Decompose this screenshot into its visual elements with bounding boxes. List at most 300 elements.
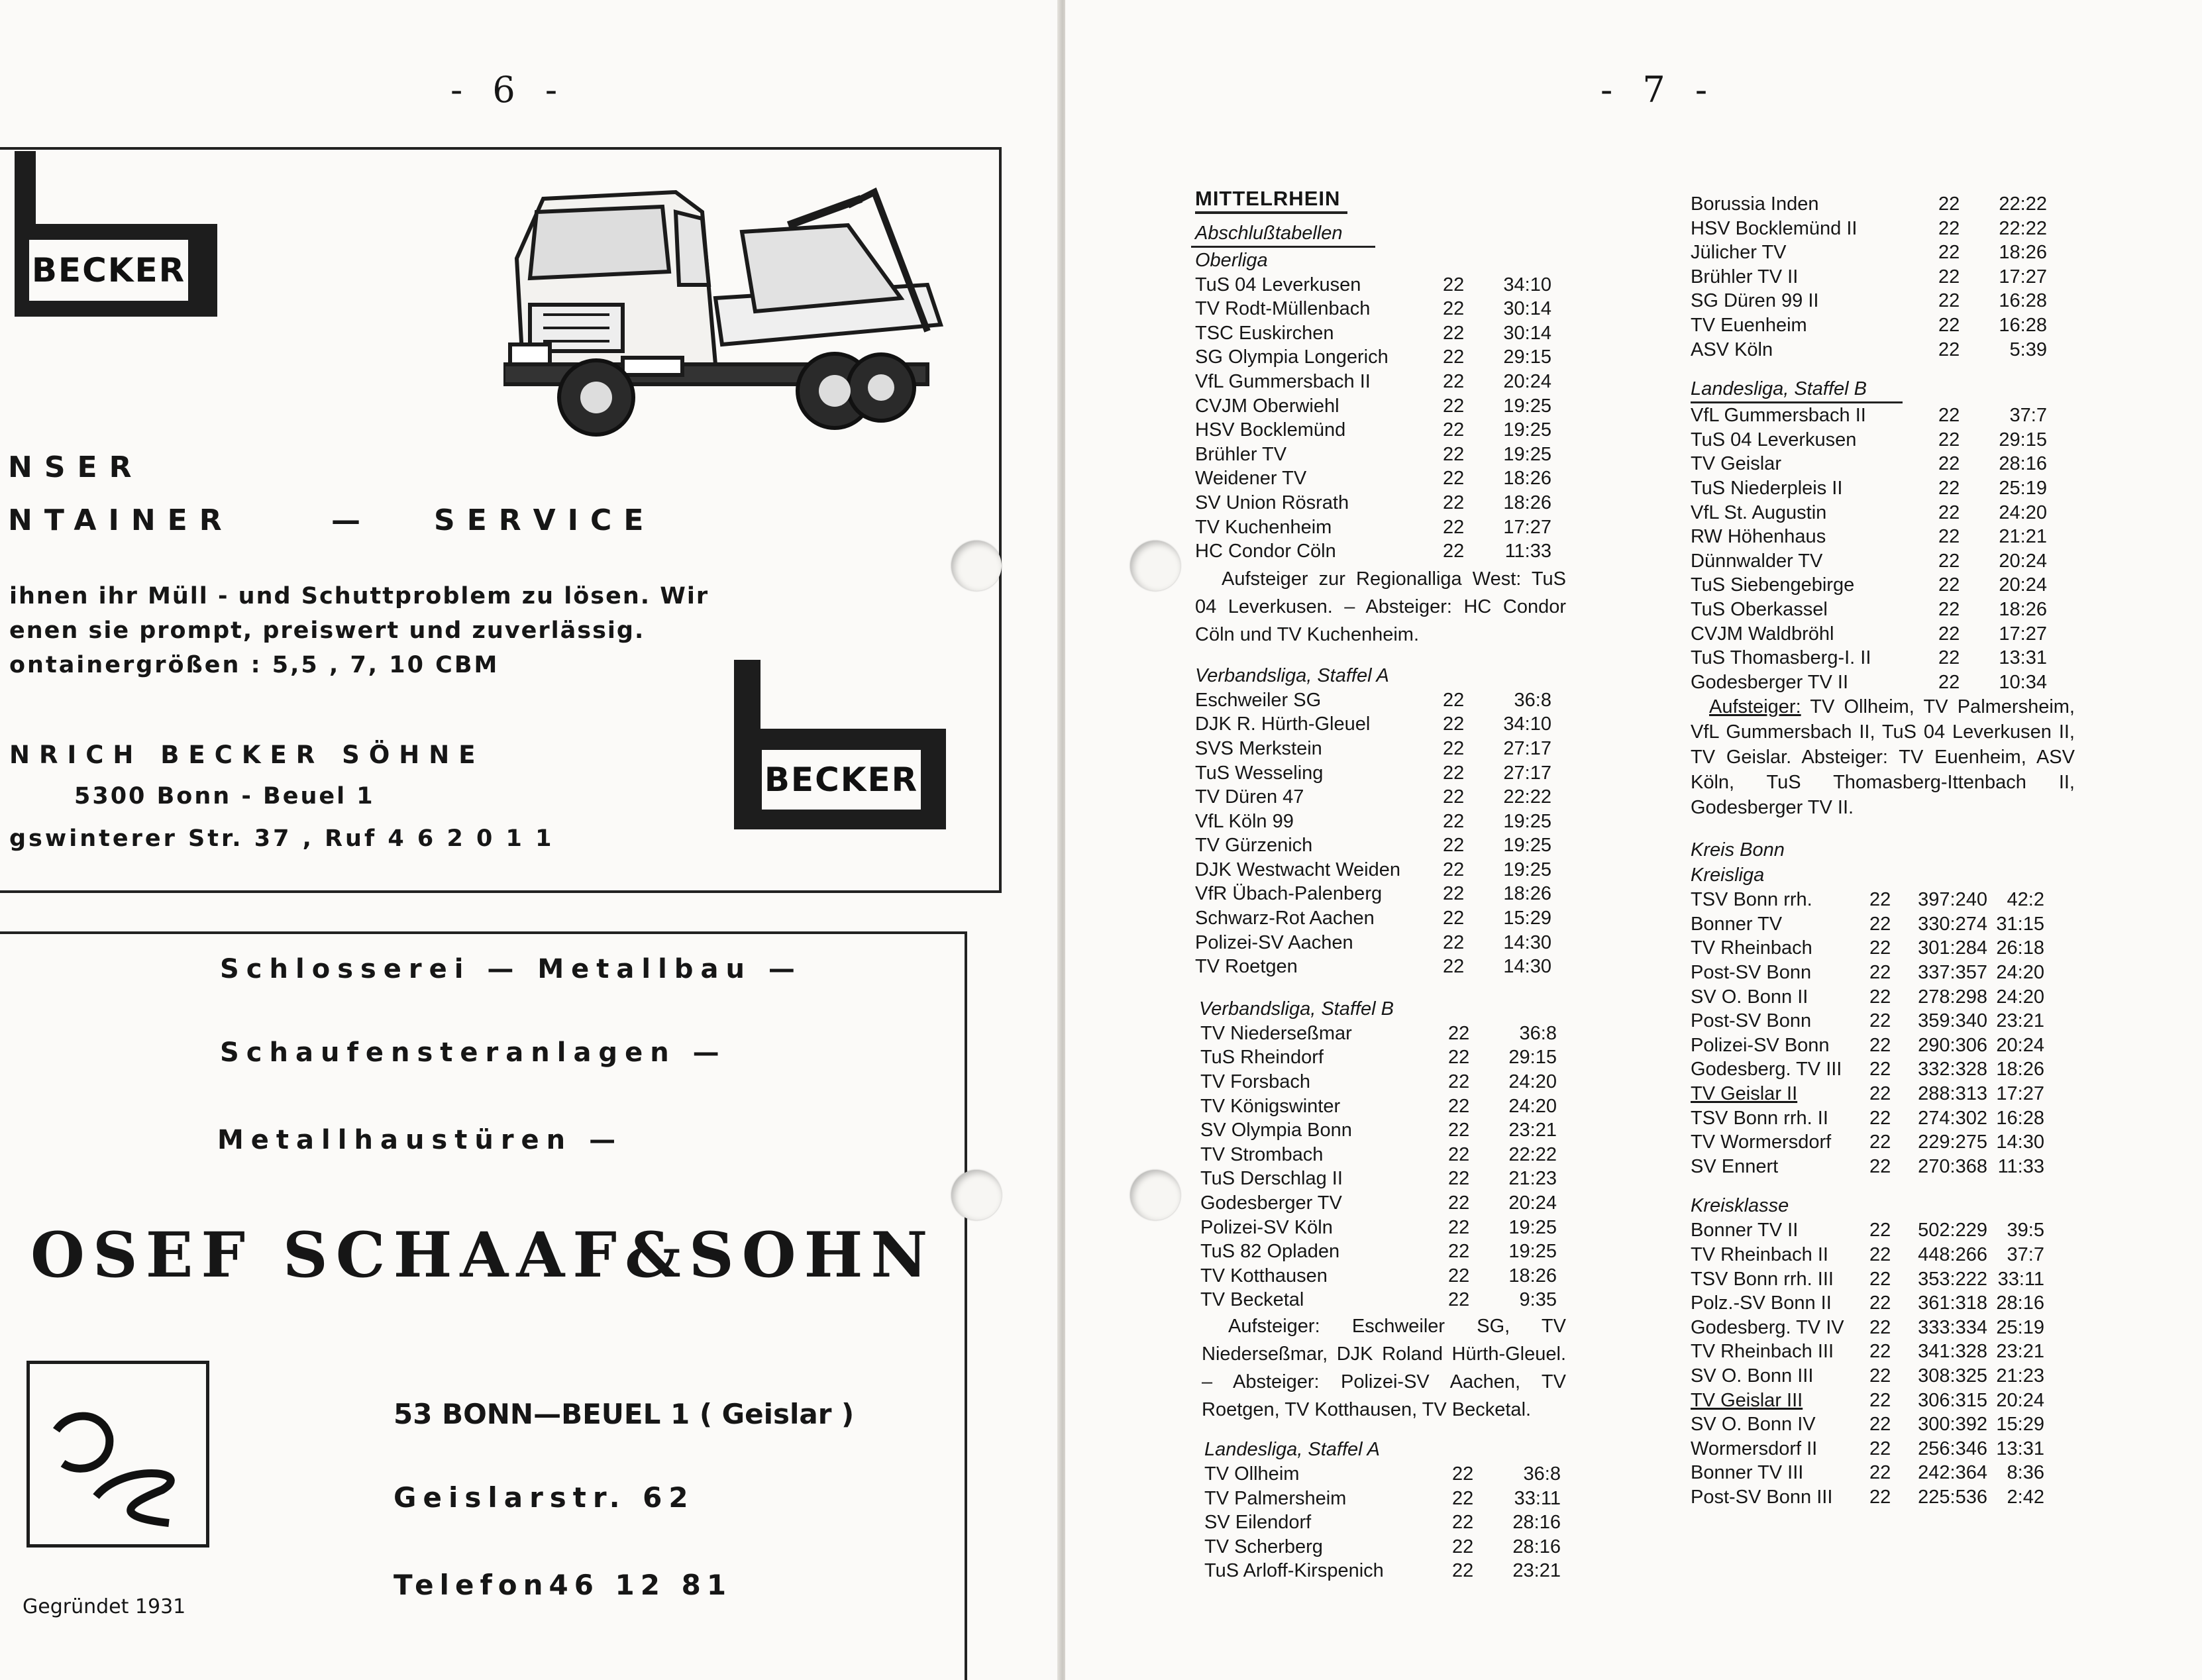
cell-g: 22 (1869, 1365, 1891, 1387)
cell-team: TSV Bonn rrh. (1691, 889, 1812, 911)
punch-hole (951, 541, 1002, 591)
schaaf-line1: Schlosserei — Metallbau — (220, 954, 802, 984)
cell-team: TV Ollheim (1204, 1463, 1300, 1485)
cell-score: 24:20 (1508, 1095, 1557, 1117)
cell-pts: 37:7 (2007, 1244, 2044, 1265)
table-row (1691, 1082, 2075, 1106)
table-row (1195, 394, 1566, 419)
cell-score: 29:15 (1508, 1047, 1557, 1069)
cell-g: 22 (1869, 1010, 1891, 1032)
cell-g: 22 (1443, 298, 1465, 320)
cell-team: TV Düren 47 (1195, 786, 1304, 808)
cell-g: 22 (1443, 322, 1465, 344)
table-row (1691, 1155, 2075, 1179)
cell-score: 5:39 (2009, 339, 2047, 360)
cell-g: 22 (1448, 1095, 1470, 1117)
cell-pts: 20:24 (1996, 1034, 2044, 1056)
becker-text1: ihnen ihr Müll - und Schuttproblem zu lösen. Wir (9, 583, 709, 609)
table-row (1204, 1462, 1566, 1487)
cell-g: 22 (1443, 370, 1465, 392)
table-row (1200, 1239, 1566, 1264)
table-row (1691, 338, 2075, 362)
table-row (1691, 912, 2075, 937)
cell-score: 24:20 (1999, 501, 2047, 523)
cell-team: TV Forsbach (1200, 1071, 1310, 1093)
cell-team: Schwarz-Rot Aachen (1195, 908, 1375, 929)
landesliga-a-table (1204, 1462, 1566, 1583)
cell-score: 20:24 (1503, 370, 1551, 392)
cell-g: 22 (1938, 314, 1960, 336)
table-row (1195, 712, 1566, 737)
table-row (1204, 1510, 1566, 1535)
cell-pts: 23:21 (1996, 1341, 2044, 1363)
cell-team: TuS Siebengebirge (1691, 574, 1855, 596)
table-row (1691, 573, 2075, 598)
table-row (1691, 240, 2075, 265)
cell-team: SV O. Bonn IV (1691, 1414, 1816, 1436)
cell-score: 17:27 (1999, 623, 2047, 645)
cell-g: 22 (1443, 931, 1465, 953)
cell-team: TuS Rheindorf (1200, 1047, 1324, 1069)
cell-goals: 353:222 (1918, 1268, 1987, 1290)
table-row (1195, 906, 1566, 931)
cell-g: 22 (1443, 908, 1465, 929)
cell-goals: 270:368 (1918, 1155, 1987, 1177)
cell-goals: 242:364 (1918, 1462, 1987, 1484)
cell-score: 34:10 (1503, 713, 1551, 735)
verbandsliga-a-table (1195, 688, 1566, 979)
cell-team: ASV Köln (1691, 339, 1773, 360)
cell-goals: 341:328 (1918, 1341, 1987, 1363)
cell-team: SV Union Rösrath (1195, 492, 1349, 513)
cell-g: 22 (1869, 1107, 1891, 1129)
cell-team: TuS Oberkassel (1691, 598, 1828, 620)
cell-g: 22 (1869, 1131, 1891, 1153)
cell-team: TV Rheinbach II (1691, 1244, 1828, 1265)
cell-pts: 17:27 (1996, 1083, 2044, 1105)
cell-score: 29:15 (1999, 429, 2047, 450)
cell-score: 17:27 (1503, 516, 1551, 538)
verbandsliga-b-table (1200, 1022, 1566, 1312)
table-row (1200, 1288, 1566, 1312)
verbandsliga-a-header: Verbandsliga, Staffel A (1195, 664, 1389, 686)
table-row (1691, 1243, 2075, 1267)
mittelrhein-title: MITTELRHEIN (1195, 187, 1347, 214)
schaaf-monogram-box (26, 1361, 209, 1548)
cell-goals: 301:284 (1918, 937, 1987, 959)
cell-team: RW Höhenhaus (1691, 526, 1826, 548)
cell-pts: 25:19 (1996, 1316, 2044, 1338)
table-row (1195, 345, 1566, 370)
table-row (1691, 936, 2075, 961)
cell-score: 27:17 (1503, 762, 1551, 784)
cell-g: 22 (1938, 405, 1960, 427)
cell-team: SV Ennert (1691, 1155, 1779, 1177)
cell-g: 22 (1938, 453, 1960, 475)
table-row (1691, 1389, 2075, 1413)
punch-hole (1130, 1170, 1180, 1220)
cell-team: Godesberger TV (1200, 1192, 1342, 1214)
schaaf-founded: Gegründet 1931 (23, 1595, 186, 1618)
cell-g: 22 (1443, 713, 1465, 735)
cell-score: 37:7 (2009, 405, 2047, 427)
kreisliga-table (1691, 888, 2075, 1179)
cell-team: Borussia Inden (1691, 193, 1819, 215)
cell-team: Brühler TV II (1691, 266, 1799, 288)
cell-g: 22 (1869, 1244, 1891, 1265)
table-row (1195, 443, 1566, 467)
cell-team: TV Geislar II (1691, 1083, 1798, 1105)
cell-team: Jülicher TV (1691, 242, 1787, 264)
becker-line1: NSER (8, 450, 144, 484)
cell-team: Godesberger TV II (1691, 671, 1849, 693)
cell-g: 22 (1452, 1463, 1474, 1485)
table-row (1691, 622, 2075, 647)
table-row (1195, 515, 1566, 540)
cell-g: 22 (1448, 1265, 1470, 1286)
cell-goals: 330:274 (1918, 913, 1987, 935)
cell-goals: 274:302 (1918, 1107, 1987, 1129)
cell-g: 22 (1938, 501, 1960, 523)
cell-team: VfL Gummersbach II (1195, 370, 1371, 392)
cell-g: 22 (1869, 937, 1891, 959)
cell-g: 22 (1452, 1487, 1474, 1509)
cell-team: TV Niederseßmar (1200, 1022, 1352, 1044)
cell-goals: 229:275 (1918, 1131, 1987, 1153)
cell-pts: 39:5 (2007, 1220, 2044, 1241)
table-row (1691, 217, 2075, 241)
cell-team: TV Rheinbach (1691, 937, 1812, 959)
cell-team: TV Roetgen (1195, 956, 1298, 978)
cell-team: SV O. Bonn II (1691, 986, 1809, 1008)
table-row (1691, 1218, 2075, 1243)
page-number-left: - 6 - (450, 69, 567, 111)
cell-g: 22 (1938, 290, 1960, 312)
schaaf-company: OSEF SCHAAF&SOHN (30, 1219, 936, 1292)
table-row (1195, 882, 1566, 906)
cell-score: 16:28 (1999, 290, 2047, 312)
table-row (1195, 297, 1566, 321)
cell-pts: 13:31 (1996, 1438, 2044, 1459)
table-row (1195, 688, 1566, 713)
cell-g: 22 (1443, 395, 1465, 417)
schaaf-line3: Metallhaustüren — (217, 1125, 623, 1155)
cell-pts: 15:29 (1996, 1414, 2044, 1436)
cell-score: 28:16 (1512, 1512, 1561, 1534)
table-row (1691, 289, 2075, 313)
cell-team: SG Olympia Longerich (1195, 346, 1389, 368)
cell-score: 27:17 (1503, 737, 1551, 759)
cell-team: HSV Bocklemünd II (1691, 217, 1858, 239)
table-row (1200, 1191, 1566, 1216)
landesliga-b-note-label: Aufsteiger: (1709, 696, 1801, 718)
cell-team: Polizei-SV Aachen (1195, 931, 1353, 953)
cell-pts: 20:24 (1996, 1389, 2044, 1411)
cell-g: 22 (1448, 1047, 1470, 1069)
table-row (1195, 539, 1566, 564)
cell-team: DJK Westwacht Weiden (1195, 859, 1400, 880)
cell-goals: 361:318 (1918, 1292, 1987, 1314)
table-row (1691, 1130, 2075, 1155)
becker-line2-dash: — (331, 503, 372, 537)
cell-g: 22 (1448, 1241, 1470, 1263)
kreisliga-header: Kreisliga (1691, 865, 1765, 886)
cell-score: 22:22 (1999, 217, 2047, 239)
cell-goals: 278:298 (1918, 986, 1987, 1008)
table-row (1195, 491, 1566, 515)
table-row (1691, 403, 2075, 428)
cell-pts: 21:23 (1996, 1365, 2044, 1387)
cell-team: TSV Bonn rrh. II (1691, 1107, 1828, 1129)
cell-goals: 306:315 (1918, 1389, 1987, 1411)
cell-g: 22 (1443, 346, 1465, 368)
table-row (1691, 1033, 2075, 1058)
cell-pts: 16:28 (1996, 1107, 2044, 1129)
cell-g: 22 (1869, 1268, 1891, 1290)
cell-team: TSC Euskirchen (1195, 322, 1334, 344)
right-page (1065, 0, 2202, 1680)
cell-g: 22 (1448, 1120, 1470, 1141)
cell-team: TuS Thomasberg-I. II (1691, 647, 1871, 669)
cell-score: 18:26 (1503, 468, 1551, 490)
table-row (1691, 1106, 2075, 1131)
cell-g: 22 (1869, 962, 1891, 984)
cell-g: 22 (1443, 762, 1465, 784)
cell-score: 25:19 (1999, 477, 2047, 499)
cell-g: 22 (1869, 1486, 1891, 1508)
table-row (1200, 1094, 1566, 1119)
cell-score: 9:35 (1519, 1289, 1557, 1311)
cell-score: 22:22 (1999, 193, 2047, 215)
cell-team: TV Wormersdorf (1691, 1131, 1832, 1153)
cell-score: 30:14 (1503, 322, 1551, 344)
cell-score: 18:26 (1999, 598, 2047, 620)
cell-g: 22 (1938, 526, 1960, 548)
cell-score: 22:22 (1503, 786, 1551, 808)
becker-text2: enen sie prompt, preiswert und zuverlässig. (9, 617, 645, 644)
cell-score: 19:25 (1508, 1216, 1557, 1238)
table-row (1204, 1559, 1566, 1583)
cell-g: 22 (1938, 429, 1960, 450)
cell-goals: 359:340 (1918, 1010, 1987, 1032)
schaaf-phone: Telefon46 12 81 (393, 1569, 733, 1601)
cell-pts: 2:42 (2007, 1486, 2044, 1508)
cell-team: SVS Merkstein (1195, 737, 1322, 759)
cell-goals: 448:266 (1918, 1244, 1987, 1265)
cell-g: 22 (1452, 1512, 1474, 1534)
cell-score: 21:23 (1508, 1168, 1557, 1190)
cell-team: Polizei-SV Köln (1200, 1216, 1333, 1238)
cell-team: Brühler TV (1195, 443, 1287, 465)
table-row (1195, 955, 1566, 979)
cell-team: HC Condor Cöln (1195, 541, 1336, 562)
cell-g: 22 (1448, 1168, 1470, 1190)
table-row (1691, 888, 2075, 912)
cell-g: 22 (1443, 516, 1465, 538)
cell-score: 23:21 (1508, 1120, 1557, 1141)
punch-hole (1130, 541, 1180, 591)
cell-score: 15:29 (1503, 908, 1551, 929)
cell-pts: 24:20 (1996, 962, 2044, 984)
table-row (1195, 858, 1566, 882)
cell-team: Godesberg. TV IV (1691, 1316, 1844, 1338)
cell-g: 22 (1443, 443, 1465, 465)
cell-score: 18:26 (1503, 883, 1551, 905)
becker-line2a: NTAINER (8, 503, 234, 537)
table-row (1691, 265, 2075, 289)
cell-team: VfL Köln 99 (1195, 810, 1294, 832)
cell-score: 28:16 (1512, 1536, 1561, 1557)
cell-team: TuS Wesseling (1195, 762, 1324, 784)
cell-score: 14:30 (1503, 931, 1551, 953)
cell-score: 33:11 (1514, 1487, 1561, 1509)
table-row (1195, 273, 1566, 297)
landesliga-a-continued-table (1691, 192, 2075, 362)
cell-goals: 300:392 (1918, 1414, 1987, 1436)
table-row (1691, 1437, 2075, 1461)
cell-team: SG Düren 99 II (1691, 290, 1819, 312)
table-row (1200, 1118, 1566, 1143)
cell-team: TV Strombach (1200, 1143, 1324, 1165)
oberliga-table (1195, 273, 1566, 564)
cell-score: 18:26 (1999, 242, 2047, 264)
cell-team: SV Olympia Bonn (1200, 1120, 1352, 1141)
cell-score: 19:25 (1503, 419, 1551, 441)
cell-team: TV Euenheim (1691, 314, 1807, 336)
cell-team: TuS Niederpleis II (1691, 477, 1843, 499)
cell-score: 10:34 (1999, 671, 2047, 693)
cell-team: TV Gürzenich (1195, 835, 1313, 857)
cell-g: 22 (1869, 1462, 1891, 1484)
cell-score: 19:25 (1503, 835, 1551, 857)
cell-score: 18:26 (1503, 492, 1551, 513)
cell-score: 36:8 (1514, 689, 1551, 711)
cell-g: 22 (1443, 689, 1465, 711)
abschluss-subtitle: Abschlußtabellen (1191, 221, 1375, 248)
table-row (1691, 428, 2075, 452)
cell-team: TV Geislar (1691, 453, 1781, 475)
cell-pts: 18:26 (1996, 1059, 2044, 1080)
cell-team: Post-SV Bonn (1691, 1010, 1812, 1032)
cell-team: TV Palmersheim (1204, 1487, 1347, 1509)
cell-score: 36:8 (1523, 1463, 1561, 1485)
becker-logo2-text: BECKER (759, 747, 923, 812)
oberliga-header: Oberliga (1195, 249, 1268, 271)
cell-g: 22 (1938, 477, 1960, 499)
table-row (1691, 646, 2075, 670)
cell-score: 19:25 (1503, 395, 1551, 417)
cell-team: TV Kotthausen (1200, 1265, 1328, 1286)
cell-score: 34:10 (1503, 274, 1551, 295)
cell-team: SV Eilendorf (1204, 1512, 1312, 1534)
schaaf-line2: Schaufensteranlagen — (220, 1037, 727, 1068)
cell-g: 22 (1448, 1143, 1470, 1165)
table-row (1195, 810, 1566, 834)
table-row (1195, 761, 1566, 786)
table-row (1691, 1412, 2075, 1437)
table-row (1691, 525, 2075, 549)
cell-team: HSV Bocklemünd (1195, 419, 1346, 441)
cell-g: 22 (1938, 647, 1960, 669)
table-row (1691, 598, 2075, 622)
landesliga-b-table (1691, 403, 2075, 694)
cell-score: 19:25 (1508, 1241, 1557, 1263)
landesliga-b-note-text: TV Ollheim, TV Palmersheim, VfL Gummersbach II, TuS 04 Leverkusen II, TV Geislar. Absteiger: TV Euenheim, ASV Köln, TuS Thomasberg-Ittenbach II, Godesberger TV II. (1691, 696, 2075, 819)
cell-g: 22 (1443, 810, 1465, 832)
becker-city: 5300 Bonn - Beuel 1 (74, 783, 375, 810)
table-row (1691, 1364, 2075, 1389)
cell-team: TV Rodt-Müllenbach (1195, 298, 1371, 320)
cell-g: 22 (1938, 550, 1960, 572)
table-row (1195, 418, 1566, 443)
column-1 (1195, 187, 1566, 1583)
cell-score: 17:27 (1999, 266, 2047, 288)
table-row (1691, 1009, 2075, 1033)
cell-pts: 42:2 (2007, 889, 2044, 911)
table-row (1195, 466, 1566, 491)
table-row (1204, 1487, 1566, 1511)
cell-g: 22 (1452, 1536, 1474, 1557)
cell-team: CVJM Waldbröhl (1691, 623, 1834, 645)
schaaf-address: 53 BONN—BEUEL 1 ( Geislar ) (393, 1398, 855, 1430)
table-row (1195, 931, 1566, 955)
cell-g: 22 (1938, 598, 1960, 620)
cell-g: 22 (1938, 217, 1960, 239)
table-row (1691, 1316, 2075, 1340)
cell-pts: 11:33 (1997, 1155, 2044, 1177)
becker-text3: ontainergrößen : 5,5 , 7, 10 CBM (9, 652, 499, 678)
cell-goals: 333:334 (1918, 1316, 1987, 1338)
cell-g: 22 (1443, 859, 1465, 880)
cell-team: TuS 04 Leverkusen (1195, 274, 1361, 295)
landesliga-b-note (1691, 694, 2075, 820)
cell-team: TuS 04 Leverkusen (1691, 429, 1857, 450)
left-page (0, 0, 1060, 1680)
cell-score: 19:25 (1503, 443, 1551, 465)
cell-goals: 225:536 (1918, 1486, 1987, 1508)
cell-g: 22 (1869, 1220, 1891, 1241)
cell-score: 29:15 (1503, 346, 1551, 368)
cell-g: 22 (1869, 1083, 1891, 1105)
cell-g: 22 (1443, 956, 1465, 978)
cell-g: 22 (1869, 1316, 1891, 1338)
cell-score: 28:16 (1999, 453, 2047, 475)
table-row (1195, 737, 1566, 761)
cell-pts: 28:16 (1996, 1292, 2044, 1314)
oberliga-note: Aufsteiger zur Regionalliga West: TuS 04 Leverkusen. – Absteiger: HC Condor Cöln und TV Kuchenheim. (1195, 568, 1566, 645)
cell-score: 18:26 (1508, 1265, 1557, 1286)
verbandsliga-b-note: Aufsteiger: Eschweiler SG, TV Niederseßmar, DJK Roland Hürth-Gleuel. – Absteiger: Polizei-SV Aachen, TV Roetgen, TV Kotthausen, TV Becketal. (1202, 1315, 1566, 1420)
cell-pts: 14:30 (1996, 1131, 2044, 1153)
cell-g: 22 (1448, 1071, 1470, 1093)
cell-g: 22 (1443, 419, 1465, 441)
cell-team: TV Kuchenheim (1195, 516, 1332, 538)
table-row (1195, 321, 1566, 346)
cell-score: 21:21 (1999, 526, 2047, 548)
cell-pts: 31:15 (1996, 913, 2044, 935)
cell-goals: 337:357 (1918, 962, 1987, 984)
becker-company: NRICH BECKER SÖHNE (9, 741, 485, 769)
cell-g: 22 (1448, 1289, 1470, 1311)
cell-team: TV Scherberg (1204, 1536, 1323, 1557)
table-row (1200, 1143, 1566, 1167)
cell-g: 22 (1448, 1192, 1470, 1214)
cell-g: 22 (1938, 266, 1960, 288)
cell-score: 20:24 (1999, 550, 2047, 572)
truck-illustration (503, 166, 980, 437)
table-row (1200, 1167, 1566, 1191)
cell-pts: 26:18 (1996, 937, 2044, 959)
